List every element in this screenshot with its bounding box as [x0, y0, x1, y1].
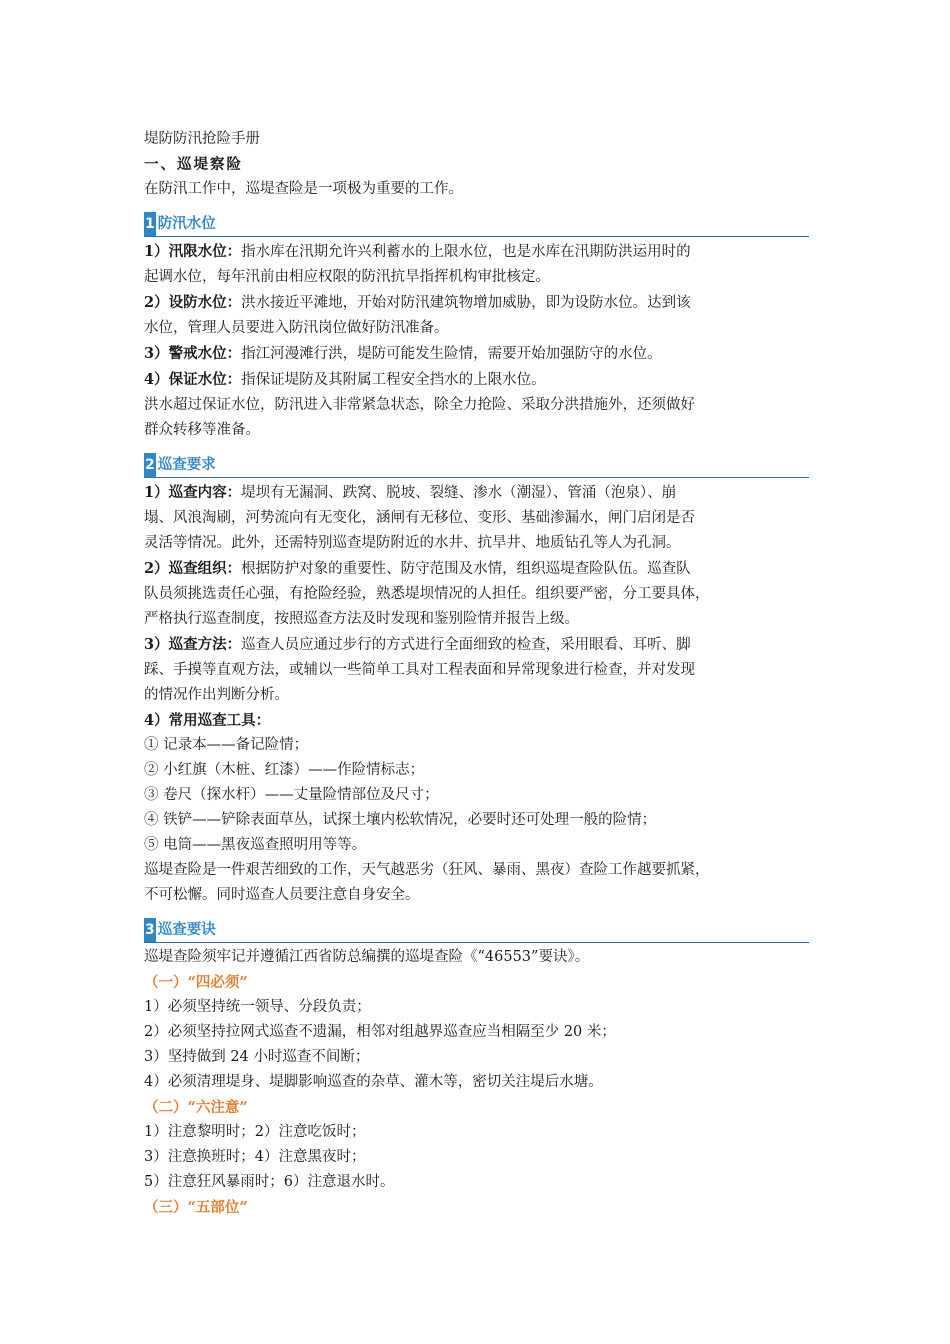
section-body-patrol-requirements — [144, 480, 809, 908]
section-number: 3 — [144, 918, 156, 942]
closing-line: 群众转移等准备。 — [144, 422, 260, 438]
item-warning-level: 3）警戒水位：指江河漫滩行洪，堤防可能发生险情，需要开始加强防守的水位。 — [144, 345, 662, 362]
section-body-patrol-tips — [144, 945, 809, 1220]
item-continuation: 塌、风浪淘刷，河势流向有无变化，涵闸有无移位、变形、基础渗漏水，闸门启闭是否 — [144, 510, 695, 526]
closing-line: 巡堤查险是一件艰苦细致的工作，天气越恶劣（狂风、暴雨、黑夜）查险工作越要抓紧， — [144, 862, 710, 878]
tool-item: ① 记录本——备记险情； — [144, 737, 309, 753]
document-page — [144, 127, 809, 1220]
list-item: 4）必须清理堤身、堤脚影响巡查的杂草、灌木等，密切关注堤后水塘。 — [144, 1074, 603, 1090]
item-patrol-tools: 4）常用巡查工具： — [144, 712, 271, 729]
item-continuation: 的情况作出判断分析。 — [144, 687, 289, 703]
list-item: 2）必须坚持拉网式巡查不遗漏，相邻对组越界巡查应当相隔至少 20 米； — [144, 1024, 616, 1040]
group-heading-five-locations: （三）“五部位” — [144, 1199, 248, 1216]
item-defense-level: 2）设防水位：洪水接近平滩地，开始对防汛建筑物增加威胁，即为设防水位。达到该 — [144, 294, 691, 311]
heading-inspection: 一、巡堤察险 — [144, 156, 243, 173]
list-item: 3）注意换班时；4）注意黑夜时； — [144, 1149, 366, 1165]
item-patrol-content: 1）巡查内容：堤坝有无漏洞、跌窝、脱坡、裂缝、渗水（潮湿）、管涌（泡泉）、崩 — [144, 484, 677, 501]
group-heading-four-musts: （一）“四必须” — [144, 974, 248, 991]
item-flood-limit: 1）汛限水位：指水库在汛期允许兴利蓄水的上限水位，也是水库在汛期防洪运用时的 — [144, 243, 691, 260]
item-patrol-method: 3）巡查方法：巡查人员应通过步行的方式进行全面细致的检查，采用眼看、耳听、脚 — [144, 636, 691, 653]
section-number: 1 — [144, 212, 156, 236]
section-title: 防汛水位 — [157, 216, 216, 232]
tool-item: ② 小红旗（木桩、红漆）——作险情标志； — [144, 762, 425, 778]
section-title: 巡查要求 — [157, 457, 216, 473]
closing-line: 不可松懈。同时巡查人员要注意自身安全。 — [144, 887, 420, 903]
tips-intro: 巡堤查险须牢记并遵循江西省防总编撰的巡堤查险《“46553”要诀》。 — [144, 949, 590, 965]
intro-paragraph: 在防汛工作中，巡堤查险是一项极为重要的工作。 — [144, 181, 463, 197]
tool-item: ④ 铁铲——铲除表面草丛，试探土壤内松软情况，必要时还可处理一般的险情； — [144, 812, 657, 828]
document-title: 堤防防汛抢险手册 — [144, 131, 260, 147]
item-continuation: 队员须挑选责任心强，有抢险经验，熟悉堤坝情况的人担任。组织要严密，分工要具体， — [144, 586, 710, 602]
item-guarantee-level: 4）保证水位：指保证堤防及其附属工程安全挡水的上限水位。 — [144, 371, 546, 388]
section-number: 2 — [144, 453, 156, 477]
section-body-water-level — [144, 239, 809, 443]
section-header-patrol-requirements — [144, 453, 809, 478]
section-title: 巡查要诀 — [157, 922, 216, 938]
item-continuation: 踩、手摸等直观方法，或辅以一些简单工具对工程表面和异常现象进行检查，并对发现 — [144, 662, 695, 678]
tool-item: ⑤ 电筒——黑夜巡查照明用等等。 — [144, 837, 367, 853]
closing-line: 洪水超过保证水位，防汛进入非常紧急状态，除全力抢险、采取分洪措施外，还须做好 — [144, 397, 695, 413]
list-item: 1）必须坚持统一领导、分段负责； — [144, 999, 371, 1015]
section-header-patrol-tips — [144, 918, 809, 943]
group-heading-six-cautions: （二）“六注意” — [144, 1099, 248, 1116]
item-patrol-organization: 2）巡查组织：根据防护对象的重要性、防守范围及水情，组织巡堤查险队伍。巡查队 — [144, 560, 691, 577]
item-continuation: 水位，管理人员要进入防汛岗位做好防汛准备。 — [144, 320, 449, 336]
tool-item: ③ 卷尺（探水杆）——丈量险情部位及尺寸； — [144, 787, 439, 803]
list-item: 3）坚持做到 24 小时巡查不间断； — [144, 1049, 370, 1065]
item-continuation: 严格执行巡查制度，按照巡查方法及时发现和鉴别险情并报告上级。 — [144, 611, 579, 627]
section-header-water-level — [144, 212, 809, 237]
item-continuation: 起调水位，每年汛前由相应权限的防汛抗旱指挥机构审批核定。 — [144, 269, 550, 285]
list-item: 5）注意狂风暴雨时；6）注意退水时。 — [144, 1174, 395, 1190]
item-continuation: 灵活等情况。此外，还需特别巡查堤防附近的水井、抗旱井、地质钻孔等人为孔洞。 — [144, 535, 681, 551]
list-item: 1）注意黎明时；2）注意吃饭时； — [144, 1124, 366, 1140]
